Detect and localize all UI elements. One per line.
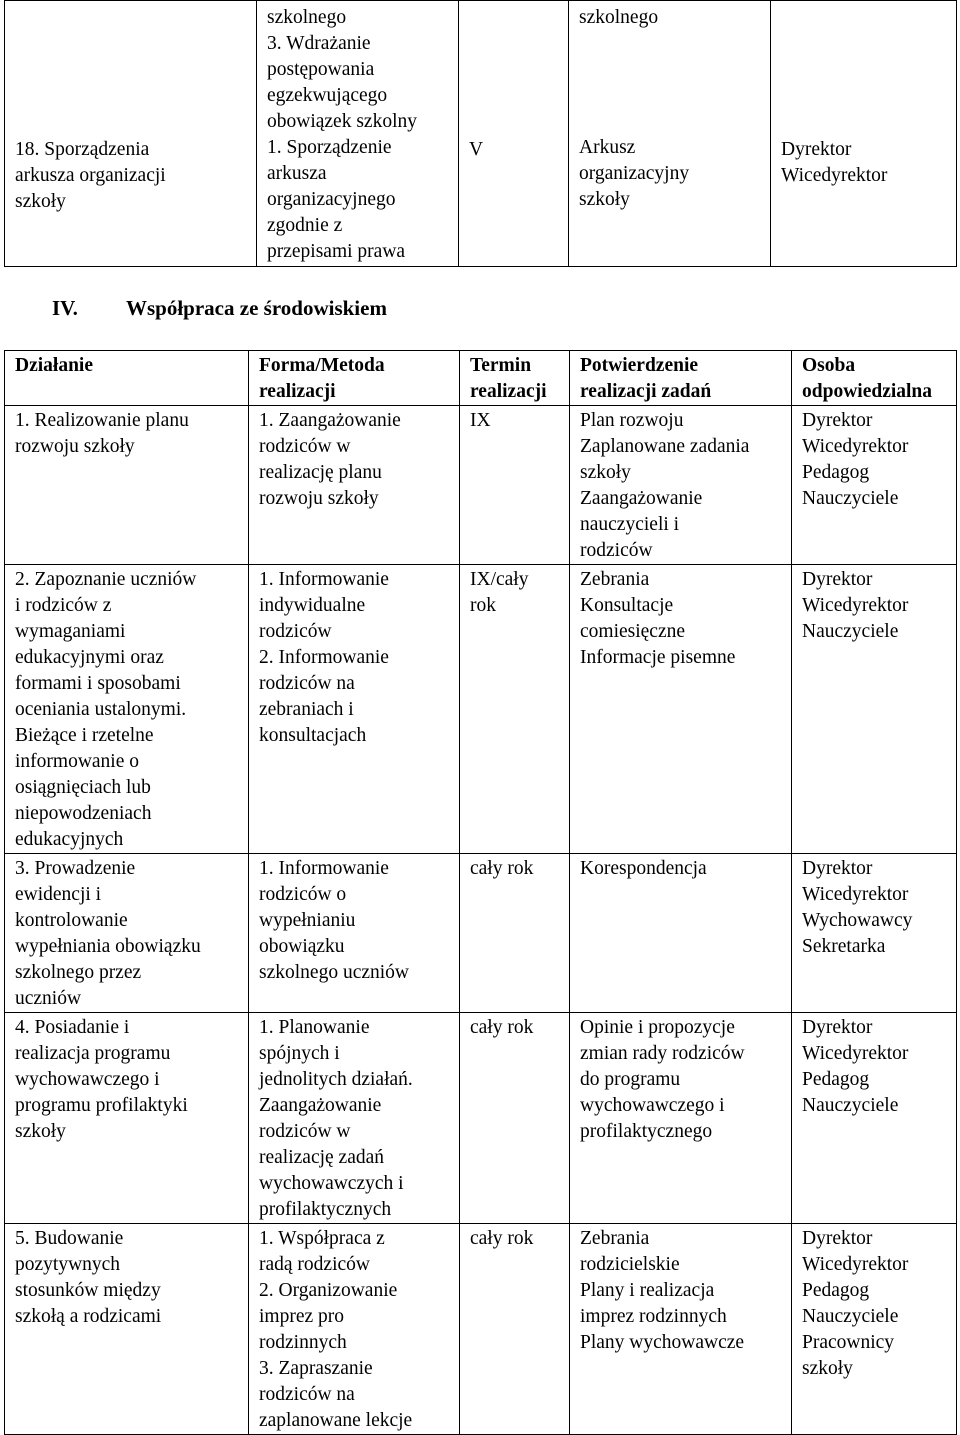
cell-line: Pedagog [802, 1280, 870, 1301]
cell-method [249, 854, 460, 1013]
cell-line: rodziców na [259, 673, 355, 694]
cell-line: profilaktycznych [259, 1199, 392, 1220]
cell-line: Wychowawcy [802, 910, 913, 931]
cell-line: Wicedyrektor [802, 1254, 909, 1275]
cell-line: 1. Realizowanie planu [15, 410, 189, 431]
cell-line: szkoły [802, 1358, 853, 1379]
cell-line: Wicedyrektor [802, 436, 909, 457]
cell-responsible [792, 1224, 957, 1435]
cell-line: Sekretarka [802, 936, 886, 957]
cell-line: organizacyjny [579, 163, 690, 184]
cell-method [257, 1, 459, 267]
cell-line: Dyrektor [802, 569, 873, 590]
cell-line: wychowawczych i [259, 1173, 404, 1194]
cell-line: Dyrektor [781, 139, 852, 160]
cell-line: Pedagog [802, 1069, 870, 1090]
cell-line: Dyrektor [802, 1228, 873, 1249]
cell-line: Wicedyrektor [802, 884, 909, 905]
cell-line: szkoły [580, 462, 631, 483]
cell-method [249, 565, 460, 854]
top-table [4, 0, 957, 267]
cell-line: Działanie [15, 355, 93, 376]
cell-line: rodziców [259, 621, 332, 642]
cell-line: egzekwującego [267, 85, 388, 106]
header-method [249, 351, 460, 406]
cell-line: Nauczyciele [802, 1306, 899, 1327]
cell-line: obowiązek szkolny [267, 111, 418, 132]
cell-line: postępowania [267, 59, 375, 80]
cell-line: 1. Informowanie [259, 569, 389, 590]
cell-line: 1. Sporządzenie [267, 137, 392, 158]
cell-line: kontrolowanie [15, 910, 128, 931]
cell-line: informowanie o [15, 751, 140, 772]
cell-line: wychowawczego i [15, 1069, 160, 1090]
cell-line: radą rodziców [259, 1254, 370, 1275]
cell-method [249, 1013, 460, 1224]
cell-term [460, 406, 570, 565]
cell-line: niepowodzeniach [15, 803, 152, 824]
cell-confirmation [570, 406, 792, 565]
cell-line: Pedagog [802, 462, 870, 483]
cell-line: Nauczyciele [802, 1095, 899, 1116]
cell-line: oceniania ustalonymi. [15, 699, 187, 720]
cell-line: osiągnięciach lub [15, 777, 151, 798]
cell-confirmation-main [579, 135, 762, 213]
cell-line: organizacyjnego [267, 189, 396, 210]
cell-line: 3. Wdrażanie [267, 33, 371, 54]
cell-line: Opinie i propozycje [580, 1017, 735, 1038]
cell-line: Arkusz [579, 137, 636, 158]
cell-line: obowiązku [259, 936, 345, 957]
cell-line: wypełnianiu [259, 910, 356, 931]
cell-line: szkolnego przez [15, 962, 142, 983]
cell-line: Potwierdzenie [580, 355, 699, 376]
cell-line: pozytywnych [15, 1254, 121, 1275]
cell-line: arkusza organizacji [15, 165, 166, 186]
cell-line: comiesięczne [580, 621, 686, 642]
cell-responsible [792, 854, 957, 1013]
cell-line: realizacji [470, 381, 547, 402]
cell-term [460, 565, 570, 854]
cell-line: Wicedyrektor [802, 595, 909, 616]
cell-line: 2. Organizowanie [259, 1280, 398, 1301]
cell-line: cały rok [470, 1228, 534, 1249]
main-table [4, 350, 957, 1435]
cell-line: rozwoju szkoły [259, 488, 379, 509]
header-confirmation [570, 351, 792, 406]
cell-line: Dyrektor [802, 410, 873, 431]
cell-line: zaplanowane lekcje [259, 1410, 413, 1431]
cell-line: szkolnego [579, 7, 659, 28]
cell-line: cały rok [470, 858, 534, 879]
cell-confirmation [570, 565, 792, 854]
cell-line: Informacje pisemne [580, 647, 736, 668]
cell-responsible [792, 565, 957, 854]
cell-line: rozwoju szkoły [15, 436, 135, 457]
cell-term [460, 1013, 570, 1224]
cell-line: Plany wychowawcze [580, 1332, 745, 1353]
cell-responsible [771, 1, 957, 267]
cell-line: Zebrania [580, 569, 650, 590]
cell-line: imprez pro [259, 1306, 345, 1327]
cell-term [460, 1224, 570, 1435]
cell-line: zebraniach i [259, 699, 354, 720]
cell-term [459, 1, 569, 267]
cell-line: imprez rodzinnych [580, 1306, 727, 1327]
cell-line: rok [470, 595, 496, 616]
cell-line: 1. Zaangażowanie [259, 410, 401, 431]
cell-line: realizację zadań [259, 1147, 385, 1168]
header-row [5, 351, 957, 406]
cell-line: 1. Współpraca z [259, 1228, 385, 1249]
cell-line: 3. Prowadzenie [15, 858, 136, 879]
section-title: Współpraca ze środowiskiem [126, 296, 387, 320]
cell-line: ewidencji i [15, 884, 102, 905]
cell-line: 2. Zapoznanie uczniów [15, 569, 197, 590]
cell-activity [5, 1013, 249, 1224]
cell-line: Bieżące i rzetelne [15, 725, 154, 746]
cell-line: edukacyjnych [15, 829, 124, 850]
cell-line: Nauczyciele [802, 621, 899, 642]
cell-line: wymaganiami [15, 621, 126, 642]
cell-line: realizację planu [259, 462, 382, 483]
cell-line: Forma/Metoda [259, 355, 385, 376]
cell-line: 5. Budowanie [15, 1228, 124, 1249]
cell-line: arkusza [267, 163, 327, 184]
cell-line: Nauczyciele [802, 488, 899, 509]
cell-line: 3. Zapraszanie [259, 1358, 373, 1379]
cell-line: i rodziców z [15, 595, 112, 616]
cell-confirmation [570, 1013, 792, 1224]
header-activity [5, 351, 249, 406]
cell-line: indywidualne [259, 595, 366, 616]
cell-line: realizacji zadań [580, 381, 712, 402]
cell-line: rodzicielskie [580, 1254, 680, 1275]
cell-line: spójnych i [259, 1043, 340, 1064]
table-row [5, 565, 957, 854]
cell-line: rodziców w [259, 1121, 351, 1142]
cell-activity [5, 854, 249, 1013]
cell-responsible [792, 1013, 957, 1224]
cell-line: szkoły [15, 1121, 66, 1142]
cell-line: rodziców w [259, 436, 351, 457]
cell-line: Dyrektor [802, 858, 873, 879]
cell-line: Plany i realizacja [580, 1280, 715, 1301]
cell-line: szkołą a rodzicami [15, 1306, 162, 1327]
cell-line: realizacja programu [15, 1043, 171, 1064]
cell-line: Zaangażowanie [259, 1095, 382, 1116]
table-row [5, 1224, 957, 1435]
cell-line: stosunków między [15, 1280, 161, 1301]
cell-line: profilaktycznego [580, 1121, 713, 1142]
cell-line: 4. Posiadanie i [15, 1017, 130, 1038]
cell-line: Zaplanowane zadania [580, 436, 750, 457]
cell-line: rodziców na [259, 1384, 355, 1405]
cell-line: Korespondencja [580, 858, 707, 879]
cell-line: jednolitych działań. [259, 1069, 413, 1090]
cell-line: wychowawczego i [580, 1095, 725, 1116]
cell-method [249, 1224, 460, 1435]
cell-line: zgodnie z [267, 215, 343, 236]
cell-line: realizacji [259, 381, 336, 402]
cell-activity [5, 1, 257, 267]
cell-line: Pracownicy [802, 1332, 895, 1353]
cell-confirmation [570, 854, 792, 1013]
cell-line: szkolnego uczniów [259, 962, 410, 983]
cell-line: wypełniania obowiązku [15, 936, 201, 957]
cell-line: szkoły [15, 191, 66, 212]
cell-line: programu profilaktyki [15, 1095, 188, 1116]
cell-line: do programu [580, 1069, 681, 1090]
table-row [5, 1, 957, 267]
cell-line: 1. Planowanie [259, 1017, 370, 1038]
table-row [5, 1013, 957, 1224]
cell-line: IX/cały [470, 569, 529, 590]
cell-confirmation [570, 1224, 792, 1435]
cell-activity [5, 406, 249, 565]
cell-line: Wicedyrektor [802, 1043, 909, 1064]
cell-method [249, 406, 460, 565]
cell-line: szkoły [579, 189, 630, 210]
cell-responsible [792, 406, 957, 565]
cell-term [460, 854, 570, 1013]
cell-line: IX [470, 410, 491, 431]
cell-line: formami i sposobami [15, 673, 181, 694]
cell-line: 1. Informowanie [259, 858, 389, 879]
cell-line: Konsultacje [580, 595, 674, 616]
cell-line: Wicedyrektor [781, 165, 888, 186]
cell-confirmation [569, 1, 771, 267]
cell-line: przepisami prawa [267, 241, 406, 262]
cell-line: zmian rady rodziców [580, 1043, 745, 1064]
cell-line: nauczycieli i [580, 514, 680, 535]
cell-line: szkolnego [267, 7, 347, 28]
table-row [5, 406, 957, 565]
cell-line: odpowiedzialna [802, 381, 933, 402]
cell-line: konsultacjach [259, 725, 367, 746]
cell-line: Termin [470, 355, 532, 376]
cell-activity [5, 1224, 249, 1435]
header-term [460, 351, 570, 406]
cell-line: edukacyjnymi oraz [15, 647, 164, 668]
cell-line: cały rok [470, 1017, 534, 1038]
cell-line: V [469, 139, 484, 160]
table-row [5, 854, 957, 1013]
section-number: IV. [52, 296, 78, 320]
cell-line: uczniów [15, 988, 82, 1009]
cell-line: Zebrania [580, 1228, 650, 1249]
cell-line: rodzinnych [259, 1332, 347, 1353]
cell-activity [5, 565, 249, 854]
cell-line: rodziców o [259, 884, 347, 905]
cell-line: Osoba [802, 355, 856, 376]
cell-line: Zaangażowanie [580, 488, 703, 509]
cell-line: Dyrektor [802, 1017, 873, 1038]
cell-confirmation-top [579, 5, 762, 31]
section-heading [52, 295, 387, 321]
cell-line: Plan rozwoju [580, 410, 684, 431]
cell-line: rodziców [580, 540, 653, 561]
cell-line: 18. Sporządzenia [15, 139, 150, 160]
header-responsible [792, 351, 957, 406]
cell-line: 2. Informowanie [259, 647, 389, 668]
